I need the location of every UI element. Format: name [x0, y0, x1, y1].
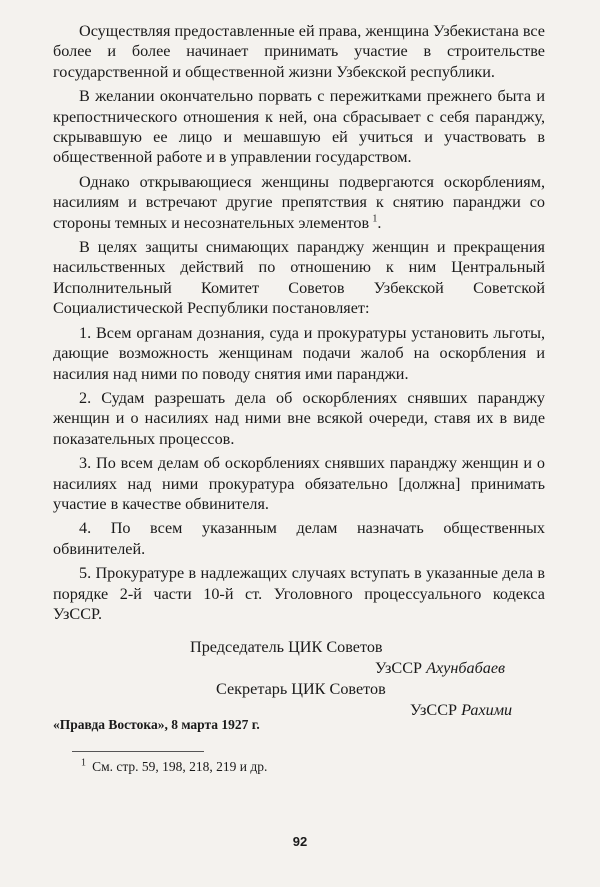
document-body: [53, 21, 545, 624]
footnote-text: См. стр. 59, 198, 218, 219 и др.: [92, 759, 268, 774]
secretary-signature: [410, 700, 512, 721]
paragraph-4: В целях защиты снимающих паранджу женщин и прекращения насильственных действий по отношению к ним Центральный Исполнительный Комитет Советов Узбекской Советской Социалистической Республики постановляет:: [53, 238, 545, 318]
source-citation: «Правда Востока», 8 марта 1927 г.: [53, 717, 260, 732]
chair-name: Ахунбабаев: [426, 659, 506, 677]
paragraph-3: Однако открывающиеся женщины подвергаются оскорблениям, насилиям и встречают другие препятствия к снятию паранджи со стороны темных и несознательных элементов $^1$.: [53, 172, 545, 232]
secretary-name: Рахими: [461, 701, 513, 719]
footnote-reference: 1: [372, 213, 378, 225]
resolution-item-3: 3. По всем делам об оскорблениях снявших паранджу женщин и о насилиях над ними прокуратура обязательно [должна] принимать участие в качестве обвинителя.: [53, 454, 545, 513]
page-number: 92: [292, 834, 308, 849]
chair-org: УзССР: [375, 659, 423, 677]
chair-signature: [375, 658, 505, 679]
chair-title: Председатель ЦИК Советов: [190, 638, 383, 656]
resolution-item-4: 4. По всем указанным делам назначать общественных обвинителей.: [53, 519, 545, 558]
footnote: [81, 759, 267, 775]
paragraph-2: В желании окончательно порвать с пережитками прежнего быта и крепостнического отношения к ней, она сбрасывает с себя паранджу, скрывавшую ее лицо и мешавшую ей учиться и участвовать в общественной работе и в управлении государством.: [53, 87, 545, 167]
secretary-org: УзССР: [410, 701, 458, 719]
resolution-item-1: 1. Всем органам дознания, суда и прокуратуры установить льготы, дающие возможность женщинам подачи жалоб на оскорбления и насилия над ними по поводу снятия ими паранджи.: [53, 323, 545, 383]
footnote-divider: [72, 751, 204, 752]
resolution-item-5: 5. Прокуратуре в надлежащих случаях вступать в указанные дела в порядке 2-й части 10-й ст. Уголовного процессуального кодекса УзССР.: [53, 564, 545, 623]
resolution-item-2: 2. Судам разрешать дела об оскорблениях снявших паранджу женщин и о насилиях над ними вне всякой очереди, ставя их в виде показательных процессов.: [53, 388, 545, 448]
paragraph-1: Осуществляя предоставленные ей права, женщина Узбекистана все более и более начинает принимать участие в строительстве государственной и общественной жизни Узбекской республики.: [53, 22, 545, 81]
secretary-title: Секретарь ЦИК Советов: [216, 680, 386, 698]
paragraph-3-text: Однако открывающиеся женщины подвергаются оскорблениям, насилиям и встречают другие препятствия к снятию паранджи со стороны темных и несознательных элементов: [53, 172, 545, 232]
footnote-marker: 1: [81, 757, 86, 769]
